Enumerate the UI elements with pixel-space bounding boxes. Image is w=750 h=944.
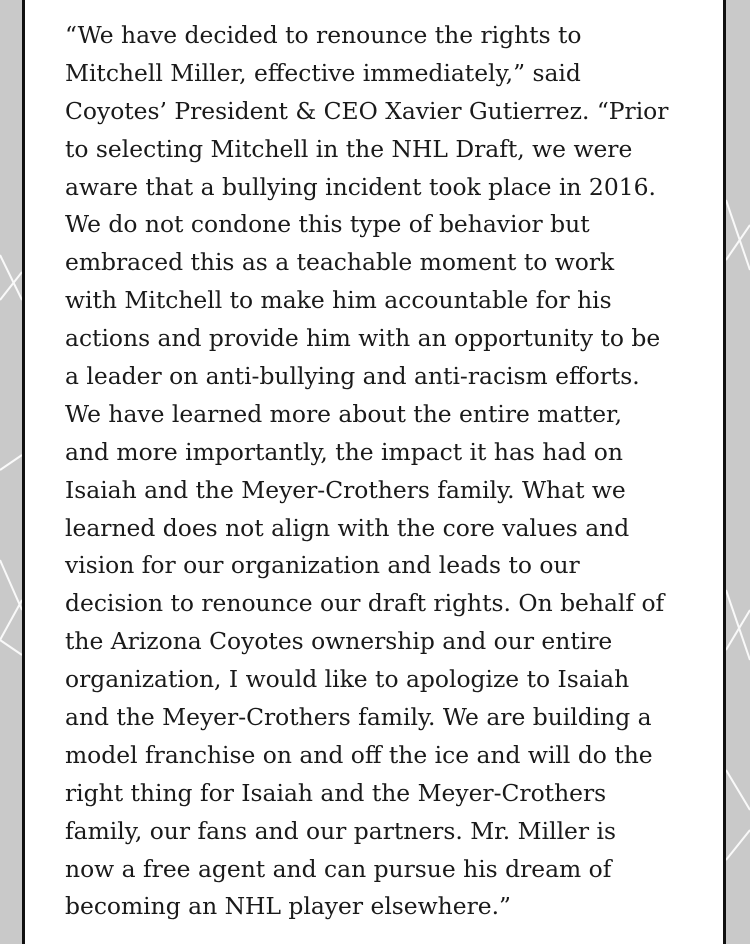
quote-line: Mitchell Miller, effective immediately,” said (65, 58, 581, 87)
press-statement-quote (65, 17, 705, 926)
quote-line: “We have decided to renounce the rights to (65, 21, 582, 49)
quote-line: actions and provide him with an opportunity to be (65, 324, 661, 353)
quote-line: learned does not align with the core values and (65, 513, 630, 542)
quote-line: Isaiah and the Meyer-Crothers family. What we (65, 475, 626, 504)
quote-panel (22, 0, 726, 944)
quote-line: family, our fans and our partners. Mr. Miller is (65, 816, 617, 845)
quote-line: to selecting Mitchell in the NHL Draft, we were (65, 134, 633, 163)
quote-line: with Mitchell to make him accountable for his (65, 286, 612, 315)
quote-line: becoming an NHL player elsewhere.” (65, 892, 511, 921)
quote-line: decision to renounce our draft rights. On behalf of (65, 589, 665, 618)
quote-line: organization, I would like to apologize to Isaiah (65, 665, 630, 694)
quote-line: right thing for Isaiah and the Meyer-Crothers (65, 778, 607, 807)
quote-line: the Arizona Coyotes ownership and our entire (65, 627, 613, 656)
quote-line: model franchise on and off the ice and will do the (65, 740, 653, 769)
quote-line: We have learned more about the entire matter, (65, 399, 623, 428)
quote-line: now a free agent and can pursue his dream of (65, 854, 612, 883)
quote-line: Coyotes’ President & CEO Xavier Gutierrez. “Prior (65, 96, 669, 125)
quote-line: vision for our organization and leads to our (65, 551, 580, 580)
quote-line: and the Meyer-Crothers family. We are building a (65, 703, 652, 732)
quote-line: We do not condone this type of behavior but (65, 210, 590, 239)
quote-line: and more importantly, the impact it has had on (65, 437, 623, 466)
quote-line: a leader on anti-bullying and anti-racism efforts. (65, 362, 640, 391)
quote-line: aware that a bullying incident took place in 2016. (65, 172, 656, 201)
quote-line: embraced this as a teachable moment to work (65, 248, 615, 277)
